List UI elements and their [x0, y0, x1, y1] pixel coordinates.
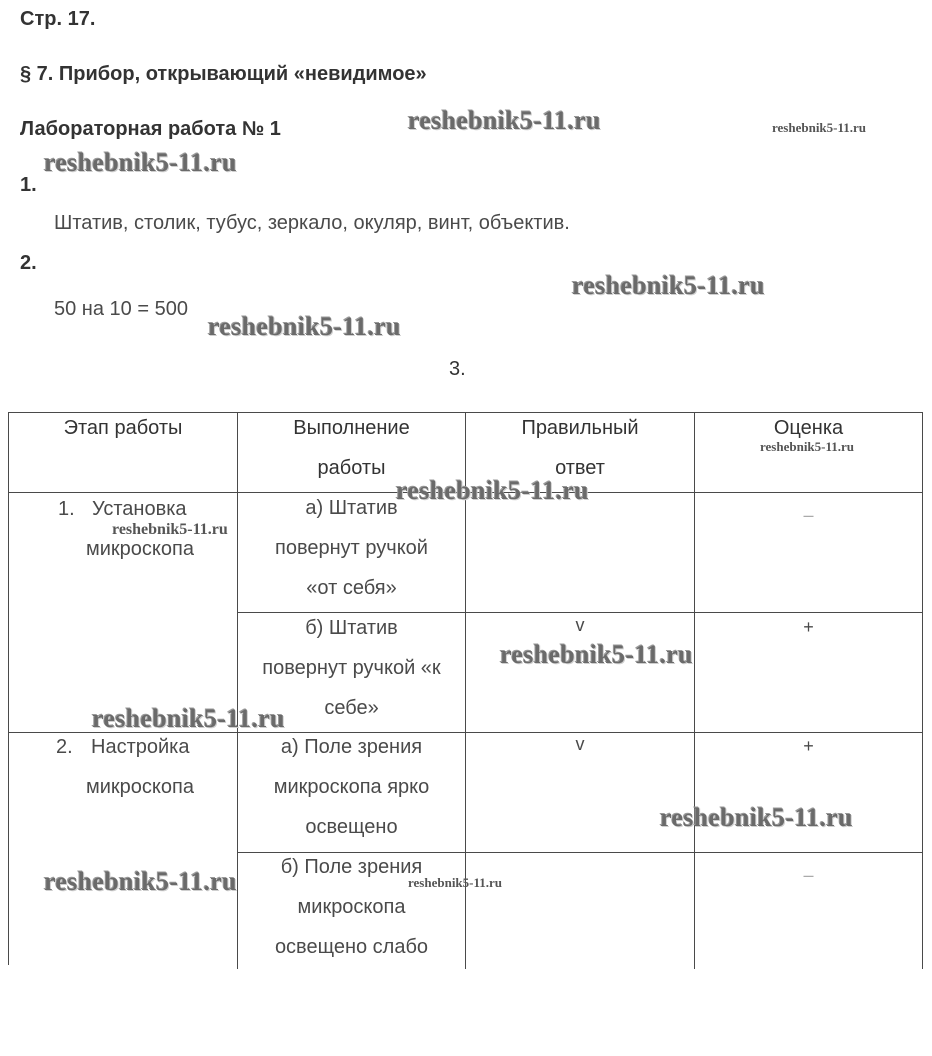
- option-1b-line3: себе»: [324, 697, 379, 719]
- watermark: reshebnik5-11.ru: [396, 476, 589, 505]
- header-correct-line2: ответ: [555, 457, 605, 479]
- watermark: reshebnik5-11.ru: [760, 439, 855, 454]
- watermark: reshebnik5-11.ru: [112, 521, 228, 538]
- option-1a-grade: –: [803, 505, 814, 525]
- question-2-answer: 50 на 10 = 500: [54, 298, 188, 320]
- stage-1-line2: микроскопа: [86, 538, 194, 560]
- watermark: reshebnik5-11.ru: [408, 106, 601, 135]
- header-correct-line1: Правильный: [521, 417, 639, 439]
- header-execution-line2: работы: [317, 457, 386, 479]
- option-1b-line1: б) Штатив: [305, 617, 398, 639]
- page-label: Стр. 17.: [20, 8, 96, 30]
- watermark: reshebnik5-11.ru: [772, 120, 867, 135]
- option-1a-line1: а) Штатив: [305, 497, 398, 519]
- watermark: reshebnik5-11.ru: [660, 803, 853, 832]
- option-1b-line2: повернут ручкой «к: [262, 657, 441, 679]
- table-border-right: [922, 412, 923, 969]
- stage-1-number: 1.: [58, 498, 75, 520]
- option-2a-line1: а) Поле зрения: [280, 736, 423, 758]
- option-2a-correct: v: [575, 734, 585, 754]
- option-1b-correct: v: [575, 615, 585, 635]
- option-1a-line2: повернут ручкой: [275, 537, 428, 559]
- watermark: reshebnik5-11.ru: [572, 271, 765, 300]
- option-2b-line1: б) Поле зрения: [280, 856, 423, 878]
- header-execution-line1: Выполнение: [293, 417, 410, 439]
- option-1a-line3: «от себя»: [306, 577, 397, 599]
- watermark: reshebnik5-11.ru: [408, 875, 503, 890]
- table-border-left: [8, 412, 9, 965]
- option-2a-line3: освещено: [305, 816, 398, 838]
- watermark: reshebnik5-11.ru: [92, 704, 285, 733]
- stage-2-line1: Настройка: [91, 736, 190, 758]
- option-2a-line2: микроскопа ярко: [273, 776, 430, 798]
- option-1b-grade: +: [803, 617, 814, 637]
- stage-1-line1: Установка: [92, 498, 187, 520]
- lab-title: Лабораторная работа № 1: [20, 118, 281, 140]
- watermark: reshebnik5-11.ru: [44, 148, 237, 177]
- option-2a-grade: +: [803, 736, 814, 756]
- stage-2-number: 2.: [56, 736, 73, 758]
- section-title: § 7. Прибор, открывающий «невидимое»: [20, 63, 427, 85]
- option-2b-grade: –: [803, 865, 814, 885]
- watermark: reshebnik5-11.ru: [500, 640, 693, 669]
- question-1-answer: Штатив, столик, тубус, зеркало, окуляр, винт, объектив.: [54, 212, 570, 234]
- stage-2-line2: микроскопа: [86, 776, 194, 798]
- watermark: reshebnik5-11.ru: [208, 312, 401, 341]
- option-2b-line3: освещено слабо: [274, 936, 429, 958]
- question-2-number: 2.: [20, 252, 37, 274]
- option-2b-line2: микроскопа: [297, 896, 406, 918]
- question-1-number: 1.: [20, 174, 37, 196]
- watermark: reshebnik5-11.ru: [44, 867, 237, 896]
- question-3-number: 3.: [449, 358, 466, 380]
- header-stage: Этап работы: [63, 417, 183, 439]
- header-grade: Оценка: [773, 417, 844, 439]
